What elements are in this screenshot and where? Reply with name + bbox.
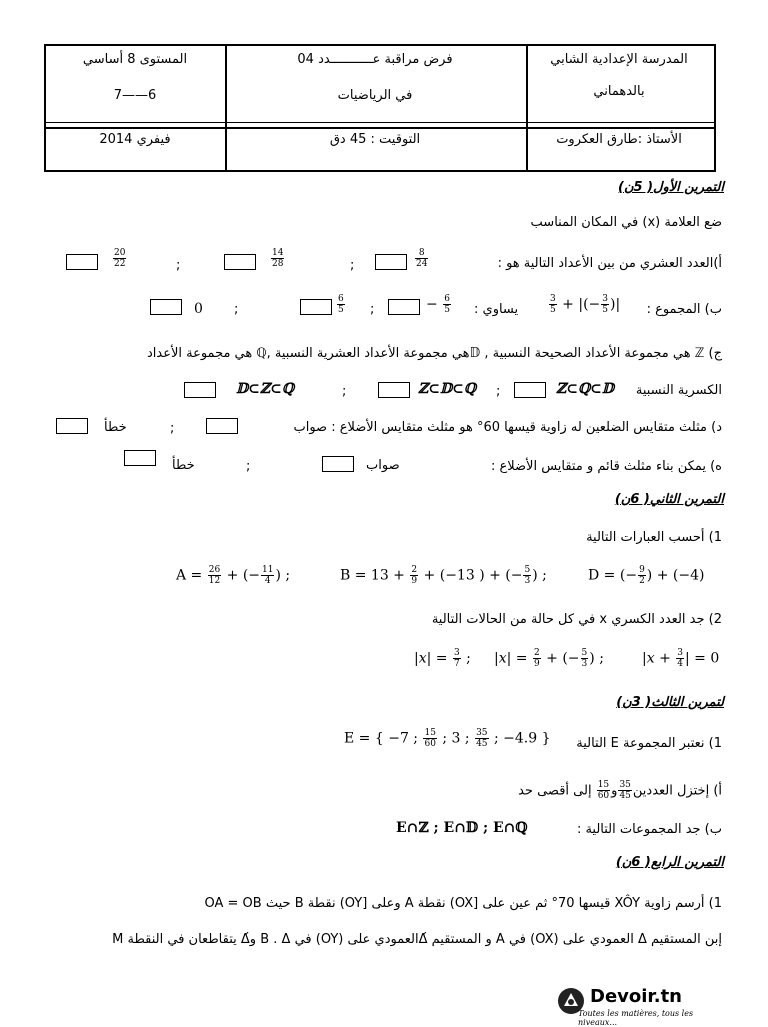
ex3-qa: أ) إختزل العددين $\frac{35}{45}$ و $\frac{15}{60}$ إلى أقصى حد: [518, 780, 722, 801]
ex1-e-false-label: خطأ: [172, 458, 195, 473]
ex3-q1: 1) نعتبر المجموعة E التالية: [576, 736, 722, 751]
level: المستوى 8 أساسي: [82, 52, 188, 67]
ex1-e-false-checkbox[interactable]: [124, 450, 156, 466]
separator: ;: [234, 302, 239, 317]
ex1-a-checkbox-2[interactable]: [224, 254, 256, 270]
school-town: بالدهماني: [593, 84, 645, 99]
separator: ;: [176, 258, 181, 273]
ex4-q1: 1) أرسم زاوية XÔY قيسها 70° ثم عين على [OX) نقطة A وعلى [OY) نقطة B حيث OA = OB: [204, 896, 722, 911]
ex1-a-question: أ)العدد العشري من بين الأعداد التالية هو :: [497, 256, 722, 271]
ex1-c-question-cont: الكسرية النسبية: [635, 383, 722, 398]
separator: ;: [350, 258, 355, 273]
ex1-b-checkbox-1[interactable]: [388, 299, 420, 315]
exercise-1-instruction: ضع العلامة (x) في المكان المناسب: [530, 215, 722, 230]
separator: ;: [496, 384, 501, 399]
exam-date: فيفري 2014: [99, 132, 171, 147]
ex2-q1: 1) أحسب العبارات التالية: [586, 530, 722, 545]
separator: ;: [170, 421, 175, 436]
logo-tagline: Toutes les matières, tous les niveaux...: [578, 1009, 694, 1027]
separator: ;: [342, 384, 347, 399]
ex2-equation-3: |x + $\frac{3}{4}$ | = 0: [642, 648, 720, 669]
teacher-name: الأستاذ :طارق العكروت: [556, 132, 682, 147]
ex1-b-option-3: 0: [194, 301, 203, 317]
logo-name: Devoir.tn: [590, 986, 682, 1007]
ex1-e-question: ه) يمكن بناء مثلث قائم و متقايس الأضلاع :: [490, 459, 722, 474]
ex1-d-question: د) مثلث متقايس الضلعين له زاوية قيسها 60° هو مثلث متقايس الأضلاع : صواب: [293, 420, 722, 435]
ex1-c-checkbox-3[interactable]: [184, 382, 216, 398]
duration: التوقيت : 45 دق: [329, 132, 421, 147]
ex3-set-e: E = { −7 ; $\frac{15}{60}$ ; 3 ; $\frac{35}{45}$ ; −4.9 }: [344, 728, 551, 749]
ex4-q2: إبن المستقيم Δ العمودي على (OX) في A و المستقيم Δ́العمودي على (OY) في B . Δ وΔ́ يتقاطعان في النقطة M: [112, 932, 722, 947]
ex2-q2: 2) جد العدد الكسري x في كل حالة من الحالات التالية: [431, 612, 722, 627]
ex2-equation-1: |x| = $\frac{3}{7}$ ;: [414, 648, 471, 669]
ex2-expression-a: A = $\frac{26}{12}$ + (− $\frac{11}{4}$ ) ;: [176, 565, 291, 586]
exercise-1-title: التمرين الأول( 5ن): [618, 180, 724, 195]
ex1-e-true-checkbox[interactable]: [322, 456, 354, 472]
ex1-b-checkbox-2[interactable]: [300, 299, 332, 315]
ex1-c-option-1: ℤ⊂ℚ⊂𝔻: [556, 381, 615, 397]
ex1-c-checkbox-1[interactable]: [514, 382, 546, 398]
ex1-b-option-2: $\frac{6}{5}$: [338, 294, 344, 315]
ex1-d-false-label: خطأ: [104, 420, 127, 435]
ex3-qb: ب) جد المجموعات التالية :: [576, 822, 722, 837]
ex1-b-checkbox-3[interactable]: [150, 299, 182, 315]
ex2-expression-d: D = (− $\frac{9}{2}$ ) + (−4): [588, 565, 705, 586]
ex1-b-label: ب) المجموع :: [646, 302, 722, 317]
ex1-a-checkbox-3[interactable]: [66, 254, 98, 270]
devoir-logo: [556, 986, 726, 1027]
separator: ;: [370, 302, 375, 317]
separator: ;: [246, 459, 251, 474]
exercise-4-title: التمرين الرابع( 6ن): [615, 855, 724, 870]
ex1-b-option-1: − $\frac{6}{5}$: [426, 294, 450, 315]
ex3-intersections: E∩ℤ ; E∩𝔻 ; E∩ℚ: [396, 820, 528, 836]
ex1-d-false-checkbox[interactable]: [56, 418, 88, 434]
ex1-a-option-3: $\frac{20}{22}$: [114, 248, 126, 269]
ex1-c-option-2: ℤ⊂𝔻⊂ℚ: [418, 381, 477, 397]
exercise-3-title: لتمرين الثالث( 3ن): [616, 695, 724, 710]
ex1-b-equals: يساوي :: [474, 302, 519, 317]
ex2-equation-2: |x| = $\frac{2}{9}$ + (− $\frac{5}{3}$ ) ;: [494, 648, 604, 669]
exercise-2-title: التمرين الثاني( 6ن): [614, 492, 724, 507]
ex1-c-option-3: 𝔻⊂ℤ⊂ℚ: [236, 381, 295, 397]
ex1-a-checkbox-1[interactable]: [375, 254, 407, 270]
ex1-b-expression: $\frac{3}{5}$ + |(− $\frac{3}{5}$ )|: [550, 294, 621, 315]
school-name: المدرسة الإعدادية الشابي: [550, 52, 688, 67]
test-title: فرض مراقبة عـــــــــــدد 04: [297, 52, 453, 67]
ex1-c-checkbox-2[interactable]: [378, 382, 410, 398]
classes: 7——6: [113, 88, 157, 103]
ex1-e-true-label: صواب: [366, 458, 400, 473]
ex1-c-question: ج) ℤ هي مجموعة الأعداد الصحيحة النسبية , 𝔻هي مجموعة الأعداد العشرية النسبية ,ℚ هي مجموعة الأعداد: [146, 346, 722, 361]
ex1-d-true-checkbox[interactable]: [206, 418, 238, 434]
test-subject: في الرياضيات: [337, 88, 413, 103]
ex1-a-option-2: $\frac{14}{28}$: [272, 248, 284, 269]
ex1-a-option-1: $\frac{8}{24}$: [416, 248, 428, 269]
ex2-expression-b: B = 13 + $\frac{2}{9}$ + (−13 ) + (− $\frac{5}{3}$ ) ;: [340, 565, 547, 586]
